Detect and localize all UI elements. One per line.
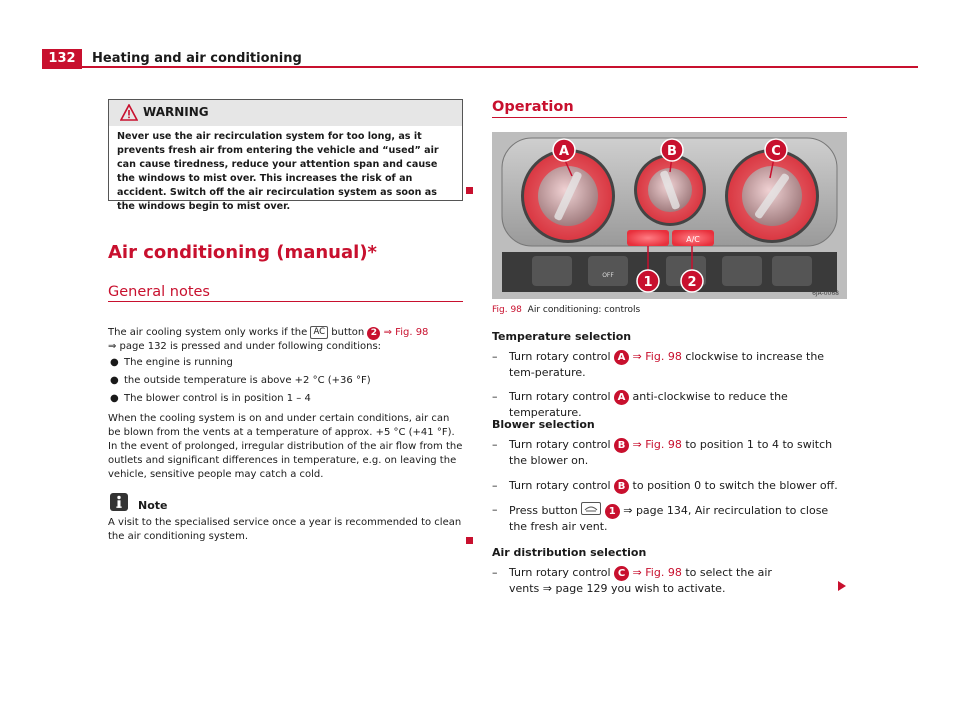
distribution-heading: Air distribution selection — [492, 546, 647, 559]
end-mark — [466, 537, 473, 544]
bullet-item: ● the outside temperature is above +2 °C (+36 °F) — [110, 375, 371, 386]
figure-ref-link[interactable]: ⇒ Fig. 98 — [383, 327, 429, 338]
warning-header — [109, 100, 462, 126]
recirculation-icon — [581, 502, 601, 515]
figure-ref-link[interactable]: ⇒ Fig. 98 — [632, 350, 682, 363]
figure-ref-link[interactable]: ⇒ Fig. 98 — [632, 438, 682, 451]
general-notes-heading: General notes — [108, 284, 210, 300]
callout-a: A — [614, 350, 629, 365]
step-item: – Turn rotary control C ⇒ Fig. 98 to select the air vents ⇒ page 129 you wish to activate. — [492, 566, 772, 595]
svg-text:6JA-0068: 6JA-0068 — [812, 290, 839, 297]
svg-text:C: C — [771, 144, 781, 159]
blower-heading: Blower selection — [492, 418, 595, 431]
step-item: – Press button 1 ⇒ page 134, Air recirculation to close the fresh air vent. — [492, 503, 829, 533]
note-text: A visit to the specialised service once a year is recommended to clean the air conditioning system. — [108, 517, 462, 542]
controls-illustration — [492, 132, 847, 299]
continue-arrow-icon — [838, 581, 846, 591]
step-item: – Turn rotary control B to position 0 to switch the blower off. — [492, 479, 838, 492]
conditions-paragraph: When the cooling system is on and under certain conditions, air can be blown from the vents at a temperature of approx. +5 °C (+41 °F). In the event of prolonged, irregular distribution of the air flow from the outlets and significant differences in temperature, e.g. on leaving the vehicle, sensitive people may catch a cold. — [108, 413, 463, 480]
figure-98 — [492, 132, 847, 299]
svg-text:2: 2 — [687, 275, 697, 290]
figure-ref-link[interactable]: ⇒ Fig. 98 — [632, 566, 682, 579]
heading-rule — [108, 301, 463, 302]
callout-a: A — [614, 390, 629, 405]
step-item: – Turn rotary control B ⇒ Fig. 98 to position 1 to 4 to switch the blower on. — [492, 438, 833, 467]
temperature-heading: Temperature selection — [492, 330, 632, 343]
callout-2: 2 — [367, 327, 380, 340]
callout-b: B — [614, 479, 629, 494]
end-mark — [466, 187, 473, 194]
warning-triangle-icon — [120, 104, 138, 121]
callout-1: 1 — [605, 504, 620, 519]
note-icon — [110, 493, 128, 511]
intro-line-1: The air cooling system only works if the AC button 2 ⇒ Fig. 98 — [108, 327, 429, 338]
chapter-title: Heating and air conditioning — [92, 51, 302, 66]
operation-heading: Operation — [492, 99, 574, 115]
callout-c: C — [614, 566, 629, 581]
svg-text:1: 1 — [643, 275, 653, 290]
warning-box — [108, 99, 463, 212]
bullet-item: ● The blower control is in position 1 – 4 — [110, 393, 311, 404]
ac-key: AC — [310, 326, 328, 339]
step-item: – Turn rotary control A ⇒ Fig. 98 clockwise to increase the tem-perature. — [492, 350, 825, 379]
warning-label: WARNING — [143, 105, 209, 119]
svg-text:A: A — [558, 144, 570, 159]
bullet-item: ● The engine is running — [110, 357, 233, 368]
header-rule — [82, 66, 918, 68]
svg-text:A/C: A/C — [686, 235, 700, 244]
intro-line-2: ⇒ page 132 is pressed and under following conditions: — [108, 341, 382, 352]
note-label: Note — [138, 499, 168, 512]
svg-text:B: B — [667, 144, 677, 159]
section-title: Air conditioning (manual)* — [108, 242, 377, 263]
svg-text:OFF: OFF — [602, 272, 614, 279]
figure-caption: Fig. 98 Air conditioning: controls — [492, 305, 641, 315]
step-item: – Turn rotary control A anti-clockwise to reduce the temperature. — [492, 390, 788, 419]
heading-rule — [492, 117, 847, 118]
callout-b: B — [614, 438, 629, 453]
page-number: 132 — [42, 49, 82, 69]
warning-text: Never use the air recirculation system for too long, as it prevents fresh air from entering the vehicle and “used” air can cause tiredness, reduce your attention span and cause the windows to mist over. This increases the risk of an accident. Switch off the air recirculation system as soon as the windows begin to mist over. — [117, 131, 439, 212]
